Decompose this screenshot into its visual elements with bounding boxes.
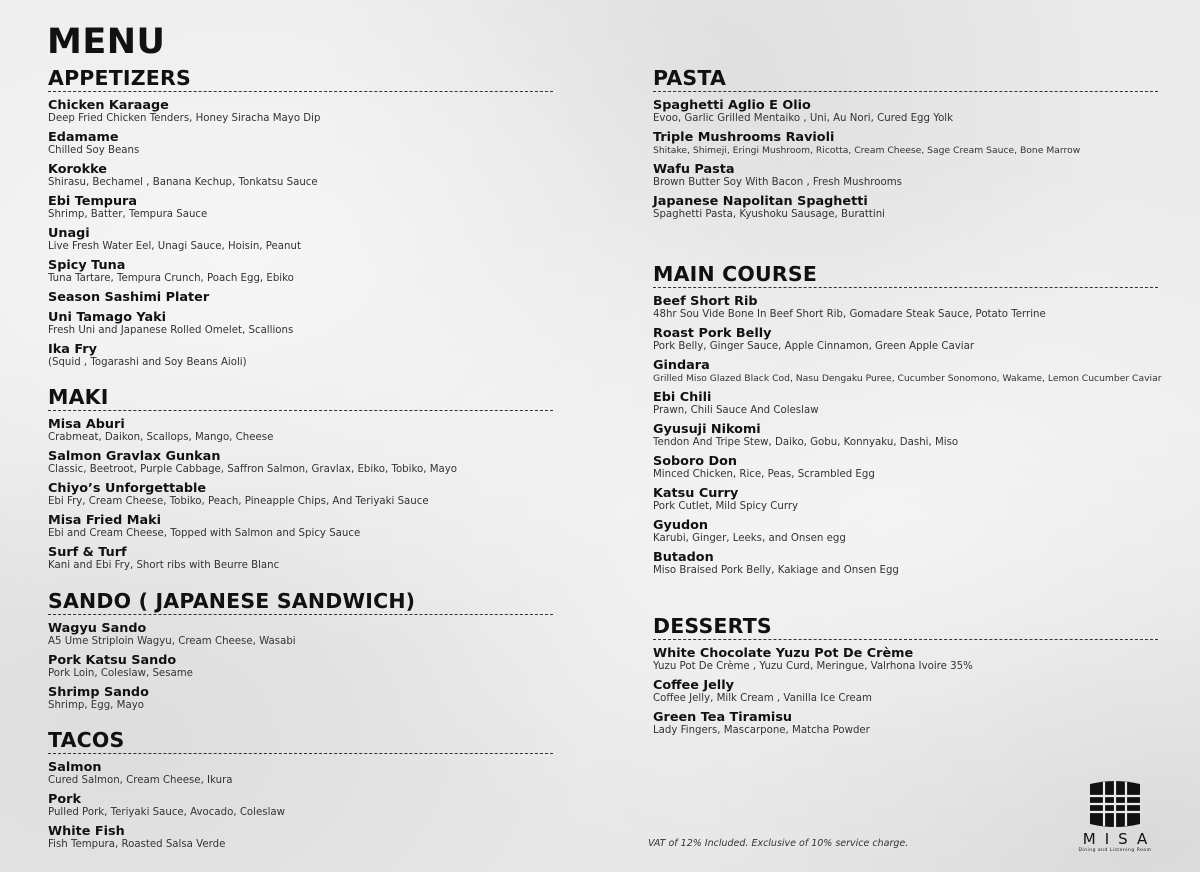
menu-item-name: Wagyu Sando [48,621,147,636]
section-desserts [653,614,1158,742]
menu-item [653,326,1158,353]
menu-item-description: Deep Fried Chicken Tenders, Honey Siracha Mayo Dip [48,113,321,124]
section-title-pasta: PASTA [653,66,727,90]
menu-item-description: Pork Belly, Ginger Sauce, Apple Cinnamon, Green Apple Caviar [653,341,975,352]
section-divider [48,753,553,754]
menu-item [653,486,1158,513]
menu-items [653,294,1162,577]
menu-item-description: Fresh Uni and Japanese Rolled Omelet, Scallions [48,325,294,336]
menu-item-name: Misa Aburi [48,417,125,432]
menu-item-description: Minced Chicken, Rice, Peas, Scrambled Egg [653,469,875,480]
menu-item [48,290,553,305]
menu-item [653,194,1158,221]
menu-item-name: Pork Katsu Sando [48,653,177,668]
menu-items [48,417,553,572]
menu-items [48,621,553,712]
menu-item-name: Beef Short Rib [653,294,758,309]
menu-item-description: Pork Cutlet, Mild Spicy Curry [653,501,799,512]
menu-item-description: Shrimp, Egg, Mayo [48,700,144,711]
menu-item-name: Gyudon [653,518,709,533]
menu-item-description: Miso Braised Pork Belly, Kakiage and Onsen Egg [653,565,899,576]
menu-item-name: White Fish [48,824,125,839]
menu-item [48,258,553,285]
menu-item-description: Tendon And Tripe Stew, Daiko, Gobu, Konnyaku, Dashi, Miso [653,437,959,448]
menu-item [48,310,553,337]
menu-item-description: Prawn, Chili Sauce And Coleslaw [653,405,819,416]
menu-item-name: Gindara [653,358,710,373]
menu-item-name: Edamame [48,130,119,145]
section-maki [48,385,553,577]
menu-item-name: Triple Mushrooms Ravioli [653,130,835,145]
menu-item-description: Lady Fingers, Mascarpone, Matcha Powder [653,725,870,736]
menu-item-name: Japanese Napolitan Spaghetti [653,194,868,209]
menu-item-name: Chiyo’s Unforgettable [48,481,207,496]
menu-item-description: Classic, Beetroot, Purple Cabbage, Saffron Salmon, Gravlax, Ebiko, Tobiko, Mayo [48,464,458,475]
menu-item [653,550,1158,577]
menu-item-description: Karubi, Ginger, Leeks, and Onsen egg [653,533,846,544]
logo-wordmark: MISA [1082,830,1157,848]
menu-item [48,417,553,444]
menu-item-description: Fish Tempura, Roasted Salsa Verde [48,839,226,850]
section-appetizers [48,66,553,374]
menu-item-name: Pork [48,792,81,807]
menu-item-name: Chicken Karaage [48,98,169,113]
menu-item [653,162,1158,189]
menu-item-name: Ika Fry [48,342,97,357]
menu-item [48,653,553,680]
menu-item [48,545,553,572]
menu-item-description: Kani and Ebi Fry, Short ribs with Beurre Blanc [48,560,280,571]
menu-item-name: Gyusuji Nikomi [653,422,761,437]
section-divider [48,410,553,411]
menu-items [653,646,1158,737]
grid-globe-icon [1087,780,1143,828]
menu-item [48,194,553,221]
menu-item-name: White Chocolate Yuzu Pot De Crème [653,646,914,661]
menu-item [653,646,1158,673]
section-title-tacos: TACOS [48,728,125,752]
menu-item-description: Tuna Tartare, Tempura Crunch, Poach Egg, Ebiko [48,273,294,284]
section-divider [48,614,553,615]
menu-item [48,685,553,712]
menu-item [48,342,553,369]
menu-item-name: Shrimp Sando [48,685,149,700]
menu-item [48,449,553,476]
menu-item-description: Shitake, Shimeji, Eringi Mushroom, Ricotta, Cream Cheese, Sage Cream Sauce, Bone Marrow [653,145,1081,156]
menu-item [48,130,553,157]
menu-item [48,162,553,189]
menu-item-description: Live Fresh Water Eel, Unagi Sauce, Hoisin, Peanut [48,241,301,252]
menu-item [48,513,553,540]
menu-items [48,98,553,369]
menu-item-description: Shirasu, Bechamel , Banana Kechup, Tonkatsu Sauce [48,177,318,188]
section-title-appetizers: APPETIZERS [48,66,191,90]
menu-item-name: Coffee Jelly [653,678,734,693]
menu-item-name: Salmon Gravlax Gunkan [48,449,221,464]
menu-item-description: Yuzu Pot De Crème , Yuzu Curd, Meringue, Valrhona Ivoire 35% [653,661,973,672]
menu-item [653,98,1158,125]
menu-item-name: Green Tea Tiramisu [653,710,793,725]
menu-item-name: Spicy Tuna [48,258,126,273]
menu-item [48,792,553,819]
section-divider [653,639,1158,640]
menu-item [653,390,1158,417]
menu-item [48,621,553,648]
section-pasta [653,66,1158,226]
menu-item-name: Katsu Curry [653,486,739,501]
section-divider [653,287,1158,288]
menu-item-description: Coffee Jelly, Milk Cream , Vanilla Ice Cream [653,693,872,704]
menu-item-description: Ebi and Cream Cheese, Topped with Salmon and Spicy Sauce [48,528,361,539]
menu-item-description: Shrimp, Batter, Tempura Sauce [48,209,208,220]
menu-item-description: Chilled Soy Beans [48,145,140,156]
section-title-desserts: DESSERTS [653,614,772,638]
menu-item-description: A5 Ume Striploin Wagyu, Cream Cheese, Wasabi [48,636,296,647]
menu-item-description: (Squid , Togarashi and Soy Beans Aioli) [48,357,247,368]
section-divider [48,91,553,92]
vat-footnote: VAT of 12% Included. Exclusive of 10% service charge. [648,838,909,849]
menu-title: MENU [47,22,166,62]
menu-item [653,358,1162,385]
menu-item-description: Cured Salmon, Cream Cheese, Ikura [48,775,233,786]
menu-item-description: Pulled Pork, Teriyaki Sauce, Avocado, Coleslaw [48,807,285,818]
menu-items [48,760,553,851]
misa-logo [1070,780,1160,854]
menu-item-name: Roast Pork Belly [653,326,772,341]
menu-item-name: Misa Fried Maki [48,513,162,528]
menu-item-name: Wafu Pasta [653,162,735,177]
menu-item-name: Season Sashimi Plater [48,290,210,305]
menu-item-description: Ebi Fry, Cream Cheese, Tobiko, Peach, Pineapple Chips, And Teriyaki Sauce [48,496,429,507]
section-sando [48,589,553,717]
menu-item-description: Pork Loin, Coleslaw, Sesame [48,668,193,679]
menu-item [653,130,1158,157]
menu-item-name: Spaghetti Aglio E Olio [653,98,811,113]
menu-item [48,481,553,508]
menu-item-description: Crabmeat, Daikon, Scallops, Mango, Cheese [48,432,274,443]
menu-item-name: Ebi Tempura [48,194,138,209]
menu-item-description: Grilled Miso Glazed Black Cod, Nasu Dengaku Puree, Cucumber Sonomono, Wakame, Lemon Cucumber Caviar [653,373,1162,384]
menu-item-name: Surf & Turf [48,545,127,560]
menu-item-name: Butadon [653,550,714,565]
menu-item [48,760,553,787]
menu-item-description: Evoo, Garlic Grilled Mentaiko , Uni, Au Nori, Cured Egg Yolk [653,113,954,124]
menu-item-name: Unagi [48,226,90,241]
menu-item [48,824,553,851]
menu-item-name: Soboro Don [653,454,738,469]
logo-subtitle: Dining and Listening Room [1078,848,1152,853]
menu-item [48,98,553,125]
menu-item-name: Ebi Chili [653,390,712,405]
section-title-sando: SANDO ( JAPANESE SANDWICH) [48,589,416,613]
menu-item-description: Spaghetti Pasta, Kyushoku Sausage, Burattini [653,209,885,220]
section-title-main-course: MAIN COURSE [653,262,818,286]
section-title-maki: MAKI [48,385,109,409]
menu-item-name: Salmon [48,760,102,775]
menu-item [653,678,1158,705]
menu-items [653,98,1158,221]
section-tacos [48,728,553,856]
menu-item [653,422,1158,449]
menu-item [653,294,1158,321]
menu-item-description: Brown Butter Soy With Bacon , Fresh Mushrooms [653,177,902,188]
menu-item [653,710,1158,737]
menu-item [653,518,1158,545]
menu-item [48,226,553,253]
section-divider [653,91,1158,92]
menu-item [653,454,1158,481]
section-main-course [653,262,1162,582]
menu-item-description: 48hr Sou Vide Bone In Beef Short Rib, Gomadare Steak Sauce, Potato Terrine [653,309,1046,320]
menu-item-name: Korokke [48,162,107,177]
menu-item-name: Uni Tamago Yaki [48,310,167,325]
